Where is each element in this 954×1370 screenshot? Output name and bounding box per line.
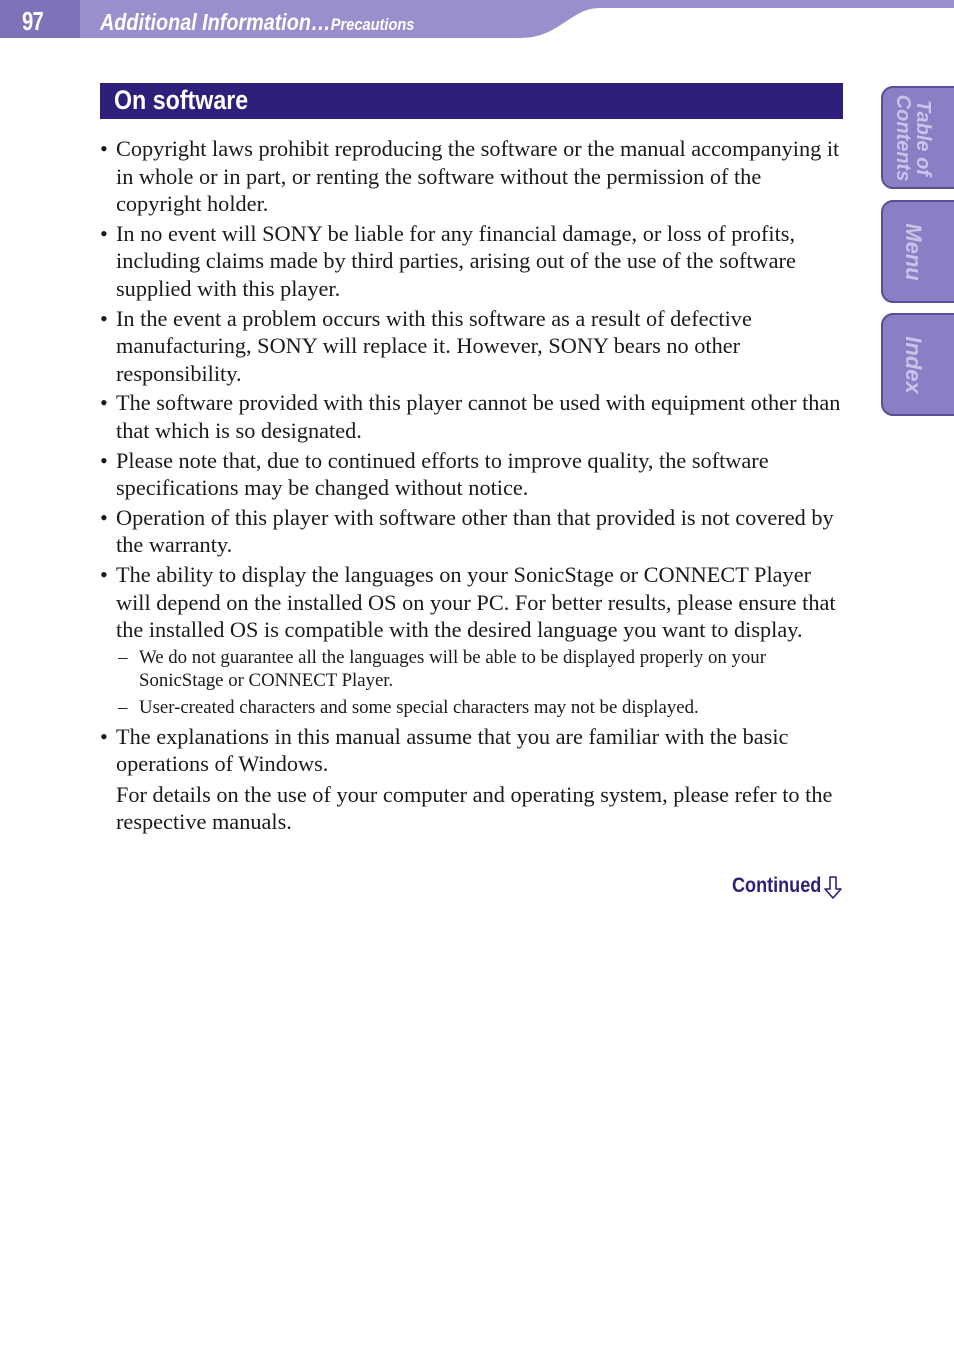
list-item-text: The software provided with this player cannot be used with equipment other than that which is so designated. — [116, 390, 841, 443]
list-item-text: The ability to display the languages on your SonicStage or CONNECT Player will depend on the installed OS on your PC. For better results, please ensure that the installed OS is compatible with the desired language you want to display. — [116, 561, 836, 643]
bullet-dot: • — [100, 723, 108, 749]
list-item-text: The explanations in this manual assume that you are familiar with the basic operations of Windows. — [116, 723, 789, 777]
list-item — [100, 504, 846, 559]
sub-list-item — [100, 646, 846, 692]
list-item-text: Copyright laws prohibit reproducing the software or the manual accompanying it in whole or in part, or renting the software without the permission of the copyright holder. — [116, 136, 840, 217]
bullet-dot: • — [100, 220, 108, 246]
list-item — [100, 447, 846, 502]
sub-list-item-text: User-created characters and some special characters may not be displayed. — [139, 696, 699, 718]
arrow-down-outline-icon[interactable] — [823, 876, 843, 900]
sub-list-item — [100, 696, 846, 719]
list-item-text: Operation of this player with software other than that provided is not covered by the warranty. — [116, 504, 834, 558]
list-item-continuation: For details on the use of your computer and operating system, please refer to the respective manuals. — [116, 781, 833, 835]
section-title-bar — [100, 83, 843, 119]
list-item-text: In the event a problem occurs with this software as a result of defective manufacturing, SONY will replace it. However, SONY bears no other responsibility. — [116, 305, 752, 386]
tab-table-of-contents-label — [893, 94, 933, 181]
list-item — [100, 389, 846, 444]
list-item-text: In no event will SONY be liable for any financial damage, or loss of profits, including claims made by third parties, arising out of the use of the software supplied with this player. — [116, 220, 796, 301]
dash-marker: – — [118, 696, 128, 718]
list-item — [100, 561, 846, 644]
bullet-dot: • — [100, 561, 108, 587]
breadcrumb-sub[interactable]: Precautions — [330, 15, 415, 34]
list-item — [100, 135, 846, 218]
breadcrumb-main[interactable]: Additional Information — [100, 9, 311, 35]
section-title: On software — [114, 85, 249, 115]
breadcrumb-separator: … — [310, 9, 331, 35]
dash-marker: – — [118, 646, 128, 668]
list-item — [100, 220, 846, 303]
tab-table-of-contents[interactable] — [881, 86, 954, 189]
tab-toc-line2: Contents — [892, 94, 915, 181]
bullet-dot: • — [100, 305, 108, 331]
sub-list-item-text: We do not guarantee all the languages will be able to be displayed properly on your SonicStage or CONNECT Player. — [139, 646, 766, 691]
list-item — [100, 723, 846, 836]
tab-index[interactable] — [881, 313, 954, 416]
bullet-dot: • — [100, 136, 108, 161]
tab-menu[interactable] — [881, 200, 954, 303]
bullet-dot: • — [100, 447, 108, 473]
tab-toc-line1: Table of — [912, 99, 935, 176]
continued-link[interactable]: Continued — [732, 874, 822, 897]
content-body — [100, 135, 846, 838]
bullet-dot: • — [100, 504, 108, 530]
tab-index-label: Index — [901, 335, 927, 394]
tab-menu-label: Menu — [901, 222, 927, 281]
list-item — [100, 305, 846, 388]
bullet-dot: • — [100, 390, 108, 416]
page-number: 97 — [22, 6, 43, 36]
list-item-text: Please note that, due to continued efforts to improve quality, the software specifications may be changed without notice. — [116, 447, 769, 501]
header-band — [0, 0, 954, 40]
breadcrumb[interactable] — [100, 9, 414, 36]
